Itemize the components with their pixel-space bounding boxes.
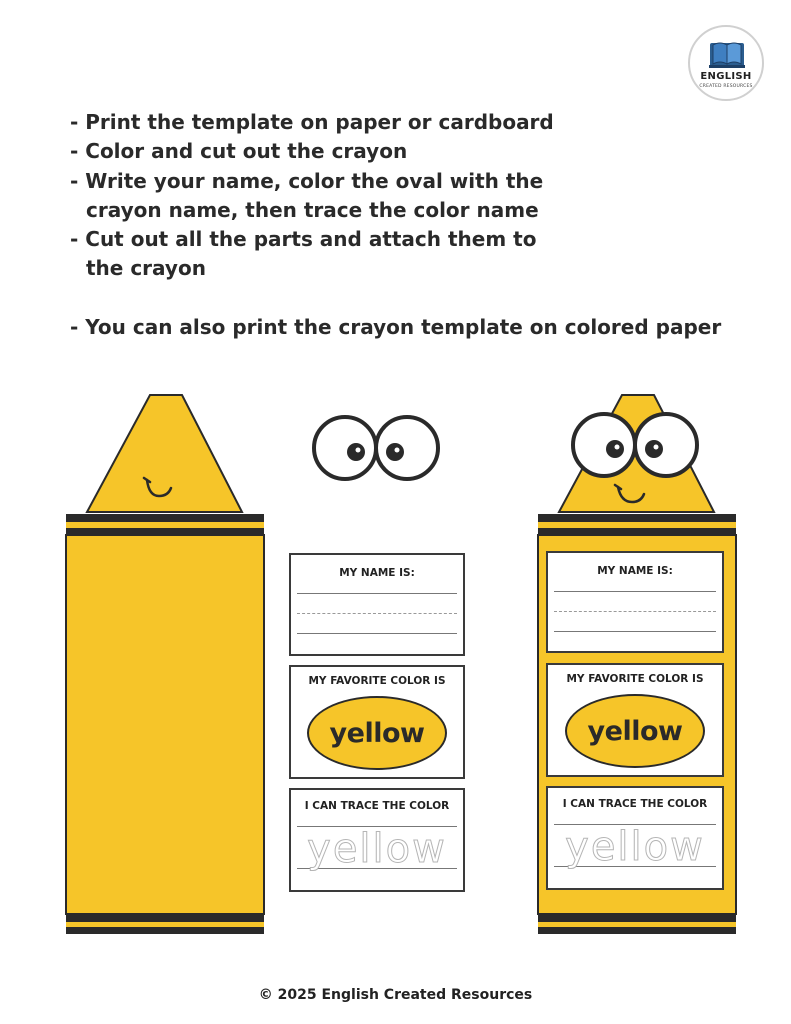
trace-color-card — [546, 786, 724, 890]
trace-color-card — [289, 788, 465, 892]
copyright-footer: © 2025 English Created Resources — [258, 987, 533, 1003]
name-card-title: MY NAME IS: — [597, 565, 673, 577]
crayon-shape — [62, 392, 267, 937]
instruction-line: - Write your name, color the oval with the — [70, 168, 544, 193]
name-card — [546, 551, 724, 653]
name-card — [289, 553, 465, 656]
color-name: yellow — [329, 717, 425, 749]
favorite-color-card — [289, 665, 465, 779]
favorite-color-title: MY FAVORITE COLOR IS — [308, 675, 446, 687]
color-oval — [565, 694, 705, 768]
instruction-line: the crayon — [86, 256, 206, 281]
eyes-cutout — [310, 412, 445, 482]
instruction-line: crayon name, then trace the color name — [86, 197, 539, 222]
favorite-color-card — [546, 663, 724, 777]
instruction-line: - You can also print the crayon template on colored paper — [70, 314, 722, 339]
color-oval — [307, 696, 447, 770]
eyes-icon — [310, 412, 445, 482]
favorite-color-title: MY FAVORITE COLOR IS — [566, 673, 704, 685]
instruction-line: - Color and cut out the crayon — [70, 139, 408, 164]
instruction-line: - Print the template on paper or cardboard — [70, 110, 554, 134]
trace-word: yellow — [307, 826, 447, 872]
instruction-line: - Cut out all the parts and attach them to — [70, 227, 537, 252]
brand-logo — [688, 25, 764, 101]
trace-word: yellow — [565, 824, 705, 870]
color-name: yellow — [587, 715, 683, 747]
instructions-list — [70, 108, 760, 342]
trace-card-title: I CAN TRACE THE COLOR — [304, 800, 450, 812]
crayon-template-blank — [62, 392, 267, 937]
book-icon — [708, 37, 746, 69]
name-card-title: MY NAME IS: — [339, 567, 415, 579]
logo-title: ENGLISH — [700, 71, 752, 82]
logo-subtitle: CREATED RESOURCES — [699, 84, 753, 89]
trace-card-title: I CAN TRACE THE COLOR — [562, 798, 708, 810]
